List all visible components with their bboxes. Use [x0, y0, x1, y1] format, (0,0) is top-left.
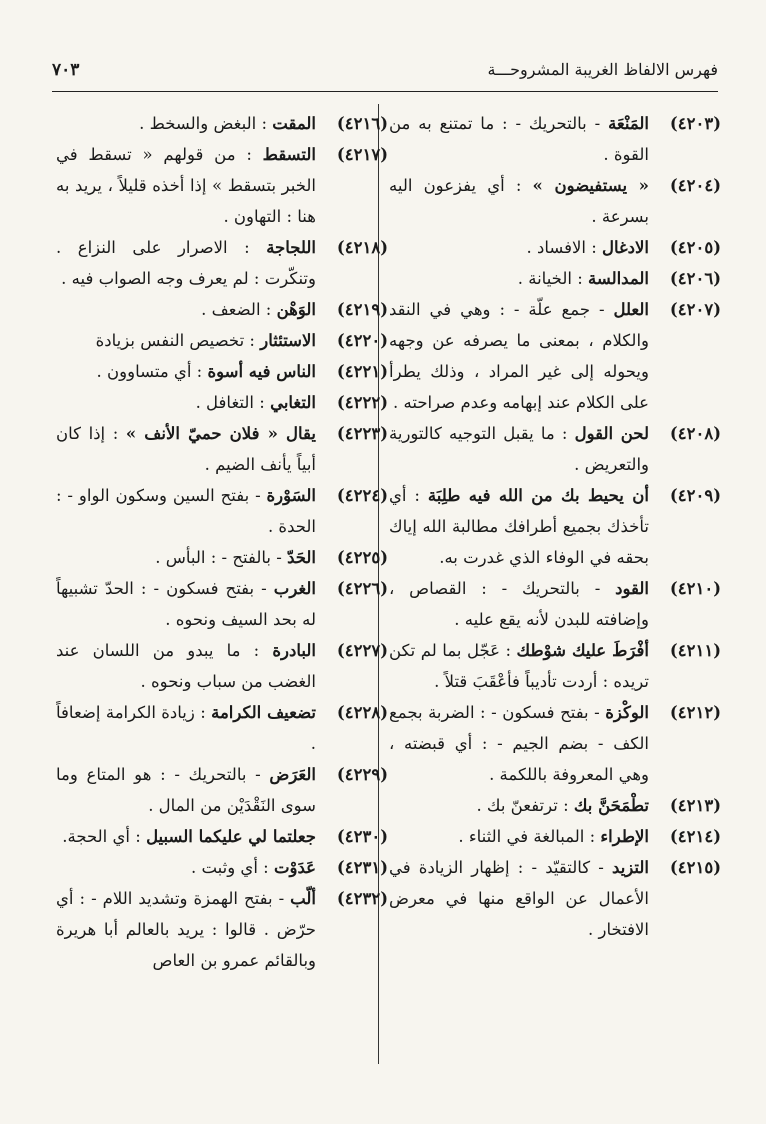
entry-number: (٤٢٣٢) [336, 889, 388, 908]
entry-term: تطْمَحَنَّ بك [573, 796, 649, 815]
entry-definition: - بالتحريك - : هو المتاع وما سوى النَقْدَيْن من المال . [56, 765, 316, 815]
entry-term: الادغال [602, 238, 649, 257]
entry-body [56, 139, 316, 232]
entry-definition: - بفتح فسكون - : الحدّ تشبيهاً له بحد السيف ونحوه . [56, 579, 316, 629]
entry-body [389, 294, 649, 418]
glossary-entry [56, 325, 388, 356]
header-title: فهرس الالفاظ الغريبة المشروحـــة [487, 60, 718, 79]
entry-number: (٤٢١٧) [336, 145, 388, 164]
entry-term: الوكْزة [605, 703, 649, 722]
entry-definition: - كالتقيّد - : إظهار الزيادة في الأعمال عن الواقع منها في معرض الافتخار . [389, 858, 649, 939]
entry-term: « يستفيضون » [532, 176, 649, 195]
entry-term: السَوْرة [266, 486, 316, 505]
entry-term: العلل [613, 300, 649, 319]
glossary-entry [56, 697, 388, 759]
entry-number: (٤٢٠٦) [669, 269, 721, 288]
entry-number: (٤٢٠٧) [669, 300, 721, 319]
entry-body [56, 356, 316, 387]
entry-body [389, 263, 649, 294]
entry-body [389, 573, 649, 635]
glossary-entry [56, 480, 388, 542]
entry-term: القود [615, 579, 649, 598]
entry-term: يقال « فلان حميّ الأنف » [125, 424, 316, 443]
entry-term: لحن القول [574, 424, 649, 443]
entry-body [56, 480, 316, 542]
glossary-entry [389, 480, 721, 573]
entry-term: المَنْعَة [608, 114, 649, 133]
entry-number: (٤٢٠٩) [669, 486, 721, 505]
entry-term: أن يحيط بك من الله فيه طلِبَة [427, 486, 649, 505]
entry-body [56, 883, 316, 976]
glossary-entry [389, 821, 721, 852]
entry-body [389, 697, 649, 790]
entry-number: (٤٢١٢) [669, 703, 721, 722]
entry-body [56, 852, 316, 883]
entry-number: (٤٢٠٣) [669, 114, 721, 133]
entry-definition: : أي يفزعون اليه بسرعة . [389, 176, 649, 226]
entry-body [389, 852, 649, 945]
entry-body [389, 821, 649, 852]
entry-term: التسقط [262, 145, 316, 164]
entry-body [56, 697, 316, 759]
entry-definition: : ترتفعنّ بك . [476, 796, 574, 815]
entry-body [389, 635, 649, 697]
glossary-entry [56, 852, 388, 883]
entry-term: البادرة [272, 641, 316, 660]
entry-body [56, 232, 316, 294]
entry-definition: - بالتحريك - : ما تمتنع به من القوة . [389, 114, 649, 164]
entry-number: (٤٢٠٥) [669, 238, 721, 257]
glossary-entry [56, 294, 388, 325]
entry-number: (٤٢٢٦) [336, 579, 388, 598]
entry-number: (٤٢٢١) [336, 362, 388, 381]
entry-number: (٤٢٢٩) [336, 765, 388, 784]
entry-number: (٤٢١٩) [336, 300, 388, 319]
entry-definition: - بفتح الهمزة وتشديد اللام - : أي حرّض . قالوا : يريد بالعالم أبا هريرة وبالقائم عمرو بن العاص [56, 889, 316, 970]
entry-number: (٤٢١٥) [669, 858, 721, 877]
glossary-entry [56, 418, 388, 480]
entry-term: الناس فيه أسوة [207, 362, 316, 381]
glossary-entry [389, 108, 721, 170]
page-number: ٧٠٣ [52, 60, 80, 80]
entry-term: ألّب [290, 889, 316, 908]
entry-definition: : عَجّل بما لم تكن تريده : أردت تأديباً فأعْقَبَ قتلاً . [389, 641, 649, 691]
entry-body [56, 635, 316, 697]
entry-term: جعلتما لي عليكما السبيل [146, 827, 316, 846]
entry-number: (٤٢٢٣) [336, 424, 388, 443]
entry-definition: : الافساد . [526, 238, 602, 257]
glossary-entry [389, 635, 721, 697]
glossary-entry [56, 356, 388, 387]
entry-term: الإطراء [600, 827, 649, 846]
entry-definition: : إذا كان أبياً يأنف الضيم . [56, 424, 316, 474]
entry-term: الغرب [273, 579, 316, 598]
entry-number: (٤٢١٦) [336, 114, 388, 133]
entry-body [389, 170, 649, 232]
entry-body [389, 232, 649, 263]
glossary-entry [389, 697, 721, 790]
entry-definition: : أي وثبت . [190, 858, 274, 877]
entry-definition: - بفتح السين وسكون الواو - : الحدة . [56, 486, 316, 536]
glossary-entry [56, 139, 388, 232]
entry-term: الحَدّ [287, 548, 316, 567]
glossary-entry [56, 108, 388, 139]
entry-number: (٤٢١٣) [669, 796, 721, 815]
entry-term: اللجاجة [266, 238, 316, 257]
glossary-entry [389, 232, 721, 263]
glossary-entry [389, 573, 721, 635]
entry-body [389, 418, 649, 480]
entry-number: (٤٢٠٤) [669, 176, 721, 195]
glossary-entry [56, 883, 388, 976]
entry-body [389, 480, 649, 573]
entry-term: أفْرَطَ عليك شوْطك [516, 641, 649, 660]
entry-body [389, 790, 649, 821]
entry-definition: : ما يبدو من اللسان عند الغضب من سباب ونحوه . [56, 641, 316, 691]
glossary-entry [389, 852, 721, 945]
glossary-entry [389, 263, 721, 294]
entry-definition: : أي الحجة. [62, 827, 147, 846]
right-column [389, 108, 721, 1068]
entry-body [56, 325, 316, 356]
entry-body [56, 294, 316, 325]
entry-definition: : أي تأخذك بجميع أطرافك مطالبة الله إياك بحقه في الوفاء الذي غدرت به. [389, 486, 649, 567]
entry-definition: - بالتحريك - : القصاص ، وإضافته للبدن لأنه يقع عليه . [389, 579, 649, 629]
entry-number: (٤٢١٤) [669, 827, 721, 846]
entry-definition: : الخيانة . [517, 269, 588, 288]
entry-number: (٤٢٢٤) [336, 486, 388, 505]
glossary-entry [389, 790, 721, 821]
entry-definition: - بفتح فسكون - : الضربة بجمع الكف - بضم الجيم - : أي قبضته ، وهي المعروفة باللكمة . [389, 703, 649, 784]
glossary-entry [56, 232, 388, 294]
glossary-entry [56, 821, 388, 852]
entry-definition: : تخصيص النفس بزيادة [95, 331, 261, 350]
entry-definition: : ما يقبل التوجيه كالتورية والتعريض . [389, 424, 649, 474]
glossary-entry [389, 418, 721, 480]
page-header [52, 58, 718, 92]
glossary-entry [389, 294, 721, 418]
left-column [56, 108, 388, 1068]
glossary-entry [56, 542, 388, 573]
entry-term: المقت [272, 114, 316, 133]
entry-body [56, 387, 316, 418]
glossary-entry [56, 635, 388, 697]
entry-definition: - بالفتح - : البأس . [155, 548, 288, 567]
entry-term: المدالسة [588, 269, 649, 288]
entry-definition: - جمع علّة - : وهي في النقد والكلام ، بمعنى ما يصرفه عن وجهه ويحوله إلى غير المراد ، وذلك يطرأ على الكلام عند إبهامه وعدم صراحته . [389, 300, 649, 412]
entry-definition: : زيادة الكرامة إضعافاً . [56, 703, 316, 753]
entry-definition: : الضعف . [201, 300, 277, 319]
entry-number: (٤٢٣٠) [336, 827, 388, 846]
entry-number: (٤٢٢٥) [336, 548, 388, 567]
entry-definition: : من قولهم « تسقط في الخبر بتسقط » إذا أخذه قليلاً ، يريد به هنا : التهاون . [56, 145, 316, 226]
entry-term: عَدَوْت [273, 858, 316, 877]
glossary-entry [56, 759, 388, 821]
entry-term: تضعيف الكرامة [211, 703, 316, 722]
entry-body [56, 542, 316, 573]
entry-term: التزيد [612, 858, 649, 877]
entry-definition: : أي متساوون . [96, 362, 208, 381]
entry-body [56, 759, 316, 821]
entry-body [56, 108, 316, 139]
entry-body [56, 821, 316, 852]
entry-body [389, 108, 649, 170]
entry-number: (٤٢٣١) [336, 858, 388, 877]
entry-definition: : البغض والسخط . [139, 114, 273, 133]
header-rule [52, 91, 718, 92]
glossary-entry [56, 573, 388, 635]
entry-number: (٤٢١٠) [669, 579, 721, 598]
entry-number: (٤٢٢٨) [336, 703, 388, 722]
glossary-entry [389, 170, 721, 232]
entry-term: الاستئثار [260, 331, 316, 350]
entry-definition: : التغافل . [195, 393, 271, 412]
entry-number: (٤٢٢٠) [336, 331, 388, 350]
entry-body [56, 418, 316, 480]
entry-number: (٤٢٠٨) [669, 424, 721, 443]
entry-definition: : المبالغة في الثناء . [458, 827, 601, 846]
entry-body [56, 573, 316, 635]
entry-term: الوَهْن [276, 300, 316, 319]
entry-number: (٤٢٢٧) [336, 641, 388, 660]
entry-number: (٤٢١٨) [336, 238, 388, 257]
entry-number: (٤٢١١) [669, 641, 721, 660]
glossary-entry [56, 387, 388, 418]
entry-term: العَرَض [269, 765, 316, 784]
entry-term: التغابي [270, 393, 316, 412]
entry-number: (٤٢٢٢) [336, 393, 388, 412]
entry-definition: : الاصرار على النزاع . وتنكّرت : لم يعرف وجه الصواب فيه . [56, 238, 316, 288]
